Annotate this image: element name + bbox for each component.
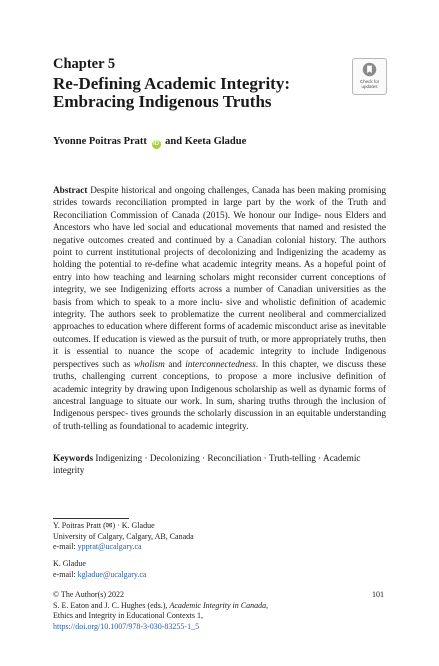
footnote-divider bbox=[53, 518, 129, 519]
email-2-label: e-mail: bbox=[53, 569, 76, 579]
citation-line-2: Ethics and Integrity in Educational Contexts 1, bbox=[53, 611, 203, 620]
affiliation-block-1 bbox=[53, 521, 386, 553]
affiliation-block-2 bbox=[53, 559, 386, 580]
citation-line-1: S. E. Eaton and J. C. Hughes (eds.), Academic Integrity in Canada, bbox=[53, 600, 269, 610]
doi-link[interactable]: https://doi.org/10.1007/978-3-030-83255-1_5 bbox=[53, 621, 200, 631]
keywords-heading: Keywords bbox=[53, 454, 94, 464]
orcid-icon[interactable]: iD bbox=[153, 141, 160, 147]
affiliation-names: Y. Poitras Pratt (✉) · K. Gladue bbox=[53, 521, 155, 530]
abstract-emphasis-1: wholism bbox=[133, 359, 165, 370]
email-2-link[interactable]: kgladue@ucalgary.ca bbox=[77, 569, 147, 579]
check-for-updates-badge[interactable] bbox=[352, 58, 387, 95]
abstract-text-1: Despite historical and ongoing challenges, Canada has been making promising strides towards reconciliation prompted in large part by the work of the Truth and Reconciliation Commission of Canada (2015). We honour our Indige- nous Elders and Ancestors who have led social and educational movements that named and resisted the negative outcomes created and continued by a Canadian colonial history. The authors point to current institutional projects of decolonizing and Indigenizing the academy as holding the potential to re-define what academic integrity means. As a hopeful point of entry into how teaching and learning scholars might reconsider current conceptions of integrity, we see Indigenizing efforts across a number of Canadian universities as the basis from which to speak to a more inclu- sive and wholistic definition of academic integrity. The authors seek to problematize the current neoliberal and commercialized approaches to education where different forms of academic misconduct arise as inevitable outcomes. If education is viewed as the pursuit of truth, or more appropriately truths, then it is essential to nuance the scope of academic integrity to include Indigenous perspectives such as bbox=[53, 186, 386, 370]
chapter-title-line-2: Embracing Indigenous Truths bbox=[53, 92, 272, 111]
affiliation-email-2-row bbox=[53, 570, 386, 581]
abstract bbox=[53, 185, 386, 433]
copyright-line: © The Author(s) 2022 bbox=[53, 590, 125, 599]
author-line bbox=[53, 136, 246, 149]
book-title: Academic Integrity in Canada bbox=[169, 600, 267, 610]
bookmark-check-icon bbox=[362, 62, 377, 77]
abstract-heading: Abstract bbox=[53, 186, 88, 196]
keywords bbox=[53, 453, 386, 478]
affiliation-university: University of Calgary, Calgary, AB, Canada bbox=[53, 531, 194, 541]
author-1: Yvonne Poitras Pratt bbox=[53, 136, 147, 147]
affiliation-name-2: K. Gladue bbox=[53, 559, 86, 568]
chapter-label: Chapter 5 bbox=[53, 56, 116, 72]
abstract-text-3: . In this chapter, we discuss these truths, challenging current conceptions, to propose a more inclusive definition of academic integrity by drawing upon Indigenous scholarship as well as dynamic forms of ancestral language to situate our work. In sum, sharing truths through the inclusion of Indigenous perspec- tives grounds the scholarly discussion in an equitable understanding of truth-telling as foundational to academic integrity. bbox=[53, 359, 387, 432]
abstract-emphasis-2: interconnectedness bbox=[185, 359, 256, 370]
email-1-link[interactable]: ypprat@ucalgary.ca bbox=[77, 542, 142, 551]
chapter-title-line-1: Re-Defining Academic Integrity: bbox=[53, 74, 291, 93]
keywords-text: Indigenizing · Decolonizing · Reconciliation · Truth-telling · Academic integrity bbox=[53, 454, 361, 477]
page-number: 101 bbox=[372, 590, 384, 599]
author-joiner: and bbox=[165, 136, 185, 147]
copyright-block bbox=[53, 590, 353, 632]
chapter-title bbox=[53, 75, 313, 111]
badge-label: Check for updates bbox=[359, 79, 380, 89]
author-2: Keeta Gladue bbox=[184, 136, 247, 147]
abstract-text-2: and bbox=[168, 359, 182, 370]
email-1-label: e-mail: bbox=[53, 542, 76, 551]
affiliation-email-1-row bbox=[53, 542, 386, 553]
